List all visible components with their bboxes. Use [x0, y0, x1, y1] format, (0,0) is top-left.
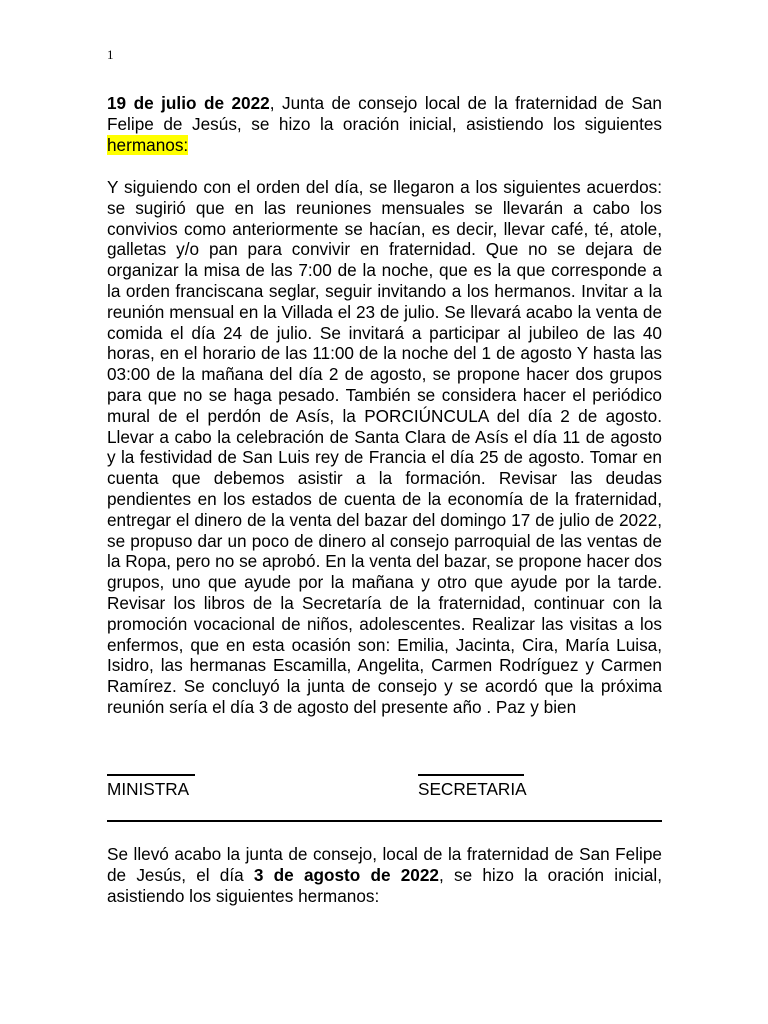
meeting-date-july: 19 de julio de 2022: [107, 93, 270, 113]
section-divider: [107, 820, 662, 822]
agreements-paragraph: Y siguiendo con el orden del día, se llegaron a los siguientes acuerdos: se sugirió que en las reuniones mensuales se llevarán a cabo los convivios como anteriormente se hacían, es decir, llevar café, té, atole, galletas y/o pan para convivir en fraternidad. Que no se dejara de organizar la misa de las 7:00 de la noche, que es la que corresponde a la orden franciscana seglar, seguir invitando a los hermanos. Invitar a la reunión mensual en la Villada el 23 de julio. Se llevará acabo la venta de comida el día 24 de julio. Se invitará a participar al jubileo de las 40 horas, en el horario de las 11:00 de la noche del 1 de agosto Y hasta las 03:00 de la mañana del día 2 de agosto, se propone hacer dos grupos para que no se haga pesado. También se considera hacer el periódico mural de el perdón de Asís, la PORCIÚNCULA del día 2 de agosto. Llevar a cabo la celebración de Santa Clara de Asís el día 11 de agosto y la festividad de San Luis rey de Francia el día 25 de agosto. Tomar en cuenta que debemos asistir a la formación. Revisar las deudas pendientes en los estados de cuenta de la economía de la fraternidad, entregar el dinero de la venta del bazar del domingo 17 de julio de 2022, se propuso dar un poco de dinero al consejo parroquial de las ventas de la Ropa, pero no se aprobó. En la venta del bazar, se propone hacer dos grupos, uno que ayude por la mañana y otro que ayude por la tarde. Revisar los libros de la Secretaría de la fraternidad, continuar con la promoción vocacional de niños, adolescentes. Realizar las visitas a los enfermos, que en esta ocasión son: Emilia, Jacinta, Cira, María Luisa, Isidro, las hermanas Escamilla, Angelita, Carmen Rodríguez y Carmen Ramírez. Se concluyó la junta de consejo y se acordó que la próxima reunión sería el día 3 de agosto del presente año . Paz y bien: [107, 177, 662, 717]
secretaria-signature-line: [418, 774, 524, 776]
meeting-intro-paragraph-july: [107, 93, 662, 155]
august-intro-text-end: , se hizo la oración inicial, asistiendo los siguientes hermanos:: [107, 864, 663, 906]
page-number: 1: [107, 47, 114, 62]
secretaria-label: SECRETARIA: [418, 779, 527, 799]
highlighted-attendees-label: hermanos:: [107, 134, 189, 155]
meeting-date-august: 3 de agosto de 2022: [253, 864, 439, 885]
ministra-signature-line: [107, 774, 195, 776]
meeting-intro-paragraph-august: [107, 844, 662, 906]
august-intro-text: Se llevó acabo la junta de consejo, local de la fraternidad de San Felipe de Jesús, el día: [107, 844, 662, 885]
ministra-label: MINISTRA: [107, 779, 190, 799]
meeting-intro-text: , Junta de consejo local de la fraternidad de San Felipe de Jesús, se hizo la oración inicial, asistiendo los siguientes: [107, 93, 662, 134]
